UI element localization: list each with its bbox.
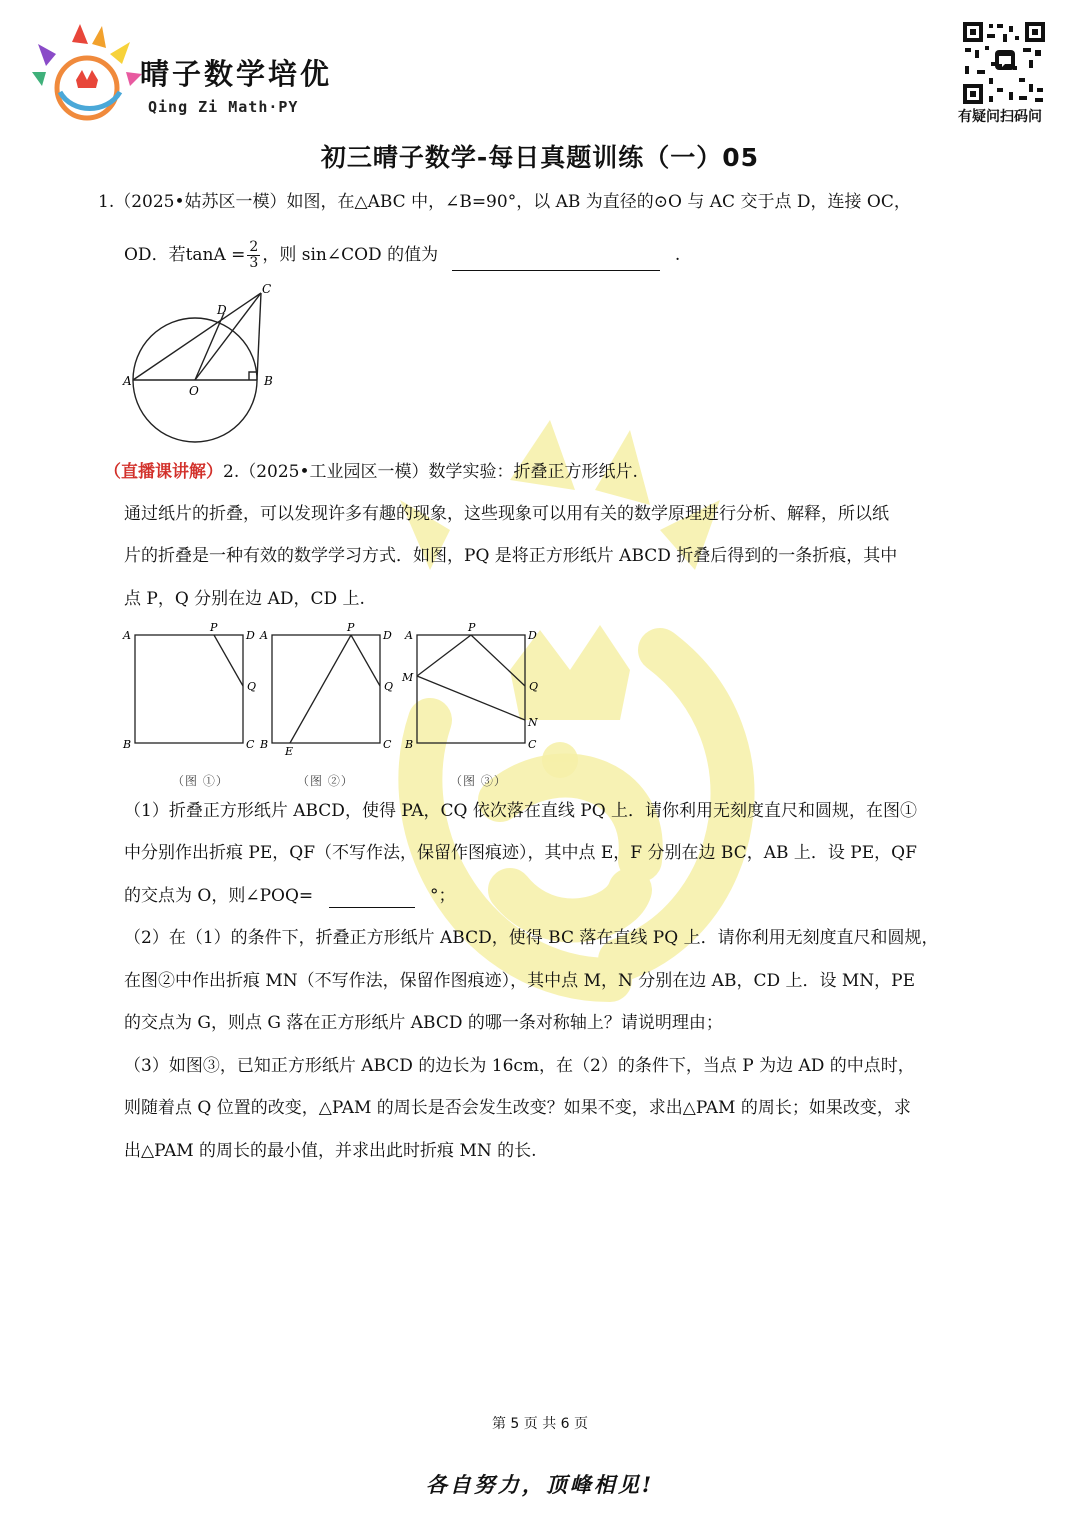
q2-part1-line1: （1）折叠正方形纸片 ABCD，使得 PA，CQ 依次落在直线 PQ 上．请你利用无刻度直尺和圆规，在图① xyxy=(124,801,918,821)
fig3-caption: （图 ③） xyxy=(450,774,507,788)
q1-label-b: B xyxy=(264,374,273,388)
fig3-label-b: B xyxy=(405,738,414,751)
fig3-label-c: C xyxy=(528,738,537,751)
fig1-caption: （图 ①） xyxy=(172,774,229,788)
fig1-label-a: A xyxy=(123,629,131,642)
footer-slogan: 各自努力，顶峰相见! xyxy=(425,1472,655,1497)
fig2-label-q: Q xyxy=(384,680,394,693)
fig3-label-p: P xyxy=(468,621,476,634)
q2-part2-line2: 在图②中作出折痕 MN（不写作法，保留作图痕迹），其中点 M，N 分别在边 AB，CD 上．设 MN，PE xyxy=(124,971,916,991)
q1-line2-b: ，则 sin∠COD 的值为 xyxy=(262,245,439,265)
fig2-label-a: A xyxy=(260,629,268,642)
q2-part1-line3-text: 的交点为 O，则∠POQ= xyxy=(124,886,314,906)
q2-part1-line3 xyxy=(124,884,455,908)
q2-part3-line2: 则随着点 Q 位置的改变，△PAM 的周长是否会发生改变？如果不变，求出△PAM 的周长；如果改变，求 xyxy=(124,1098,911,1118)
q2-part2-line3: 的交点为 G，则点 G 落在正方形纸片 ABCD 的哪一条对称轴上？请说明理由； xyxy=(124,1013,723,1033)
q1-figure xyxy=(120,280,280,450)
q1-fraction xyxy=(247,240,260,271)
fig1-label-c: C xyxy=(246,738,255,751)
fraction-denominator: 3 xyxy=(249,255,259,271)
logo-subtitle: Qing Zi Math·PY xyxy=(148,98,299,116)
q2-part3-line3: 出△PAM 的周长的最小值，并求出此时折痕 MN 的长. xyxy=(124,1141,537,1161)
fig3-label-m: M xyxy=(402,671,414,684)
q1-line1: 1.（2025•姑苏区一模）如图，在△ABC 中，∠B=90°，以 AB 为直径的⊙O 与 AC 交于点 D，连接 OC， xyxy=(98,192,911,212)
q2-intro-2: 片的折叠是一种有效的数学学习方式．如图，PQ 是将正方形纸片 ABCD 折叠后得到的一条折痕，其中 xyxy=(124,546,898,566)
q2-angle-answer-blank[interactable] xyxy=(329,889,415,908)
fig1-label-q: Q xyxy=(247,680,257,693)
fraction-numerator: 2 xyxy=(249,239,259,255)
fig1-label-d: D xyxy=(246,629,255,642)
page-number: 第 5 页 共 6 页 xyxy=(491,1416,589,1432)
q1-line2 xyxy=(124,240,680,271)
qr-code-icon[interactable] xyxy=(963,22,1045,104)
q1-answer-blank[interactable] xyxy=(452,252,660,271)
q1-label-o: O xyxy=(189,384,199,398)
q2-part1-line2: 中分别作出折痕 PE，QF（不写作法，保留作图痕迹），其中点 E，F 分别在边 BC，AB 上．设 PE，QF xyxy=(124,843,917,863)
q2-intro-3: 点 P，Q 分别在边 AD，CD 上. xyxy=(124,589,365,609)
q1-line2-end: . xyxy=(674,245,681,265)
live-lecture-tag: （直播课讲解） xyxy=(104,462,223,482)
fig2-label-b: B xyxy=(260,738,269,751)
q2-figures xyxy=(118,618,548,760)
fig2-label-d: D xyxy=(383,629,392,642)
q1-label-d: D xyxy=(217,303,227,317)
logo-name: 晴子数学培优 xyxy=(140,57,333,91)
q2-header xyxy=(104,460,638,484)
logo-icon xyxy=(32,22,142,124)
fig3-label-n: N xyxy=(528,716,538,729)
q2-intro-1: 通过纸片的折叠，可以发现许多有趣的现象，这些现象可以用有关的数学原理进行分析、解释，所以纸 xyxy=(124,504,889,524)
qr-caption: 有疑问扫码问 xyxy=(958,109,1042,125)
page-title: 初三晴子数学-每日真题训练（一）05 xyxy=(320,143,760,172)
q2-part2-line1: （2）在（1）的条件下，折叠正方形纸片 ABCD，使得 BC 落在直线 PQ 上．请你利用无刻度直尺和圆规， xyxy=(124,928,939,948)
q2-head: 2.（2025•工业园区一模）数学实验：折叠正方形纸片. xyxy=(223,462,638,482)
q1-label-a: A xyxy=(123,374,132,388)
q2-part1-end: °； xyxy=(429,886,456,906)
fig2-label-p: P xyxy=(347,621,355,634)
fig2-label-c: C xyxy=(383,738,392,751)
q2-part3-line1: （3）如图③，已知正方形纸片 ABCD 的边长为 16cm，在（2）的条件下，当点 P 为边 AD 的中点时， xyxy=(124,1056,915,1076)
q1-label-c: C xyxy=(262,282,272,296)
q1-line2-a: OD．若tanA = xyxy=(124,245,246,265)
fig1-label-p: P xyxy=(210,621,218,634)
fig2-caption: （图 ②） xyxy=(297,774,354,788)
fig1-label-b: B xyxy=(123,738,132,751)
fig3-label-q: Q xyxy=(529,680,539,693)
fig2-label-e: E xyxy=(285,745,294,758)
fig3-label-a: A xyxy=(405,629,413,642)
fig3-label-d: D xyxy=(528,629,537,642)
